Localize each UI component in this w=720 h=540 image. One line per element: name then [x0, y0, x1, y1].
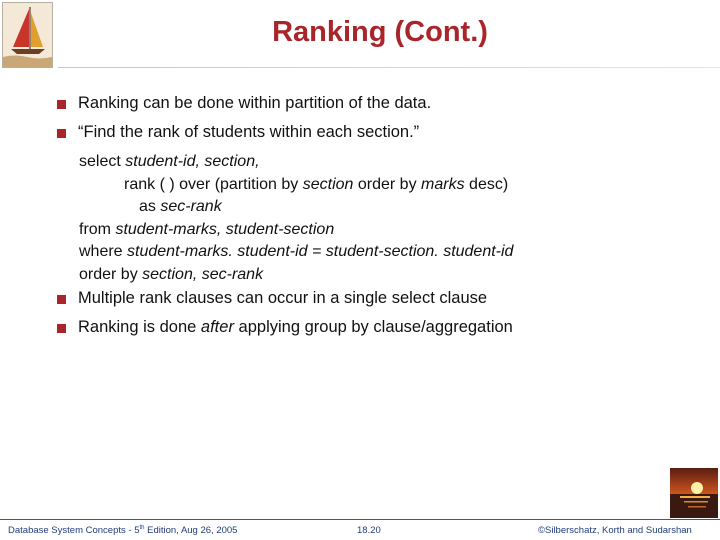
sql-keyword: desc) [464, 175, 509, 193]
sql-identifier: marks [421, 175, 465, 193]
footer-course-info: Database System Concepts - 5th Edition, Aug 26, 2005 [8, 525, 238, 537]
bullet-item [78, 318, 513, 337]
sql-keyword: select [79, 153, 121, 170]
sql-identifier: student-marks. student-id = student-section. student-id [127, 243, 514, 261]
title-divider [58, 67, 720, 68]
footer-divider [0, 519, 720, 520]
code-line [79, 196, 513, 219]
sql-code-block [79, 151, 513, 287]
bullet-item [78, 123, 419, 142]
square-bullet-icon [57, 129, 66, 138]
sql-keyword: as [139, 198, 161, 216]
bullet-text: “Find the rank of students within each section.” [78, 123, 420, 141]
sql-keyword: from [79, 220, 116, 238]
code-line [79, 264, 513, 287]
code-line [79, 241, 513, 264]
code-line [79, 151, 513, 174]
page-title: Ranking (Cont.) [272, 16, 488, 48]
sunset-icon [670, 468, 718, 518]
square-bullet-icon [57, 295, 66, 304]
sql-keyword: order by [353, 175, 422, 193]
code-line [79, 219, 513, 242]
bullet-text: Multiple rank clauses can occur in a single select clause [78, 289, 488, 307]
footer-slide-number: 18.20 [357, 525, 381, 536]
sql-identifier: student-marks, student-section [115, 220, 335, 238]
footer-copyright: ©Silberschatz, Korth and Sudarshan [538, 525, 692, 536]
bullet-text: Ranking is done after applying group by clause/aggregation [78, 318, 513, 336]
sql-keyword: order by [79, 265, 143, 283]
square-bullet-icon [57, 324, 66, 333]
sql-identifier: sec-rank [160, 198, 222, 216]
bullet-text: Ranking can be done within partition of the data. [78, 94, 432, 112]
sql-keyword: where [79, 243, 128, 261]
sql-identifier: section, sec-rank [142, 265, 264, 283]
bullet-item [78, 94, 431, 113]
sql-keyword: rank ( ) over (partition by [124, 175, 303, 193]
bullet-item [78, 289, 487, 308]
sql-identifier: student-id, section, [120, 153, 260, 170]
sql-identifier: section [302, 175, 354, 193]
code-line [79, 174, 513, 197]
square-bullet-icon [57, 100, 66, 109]
